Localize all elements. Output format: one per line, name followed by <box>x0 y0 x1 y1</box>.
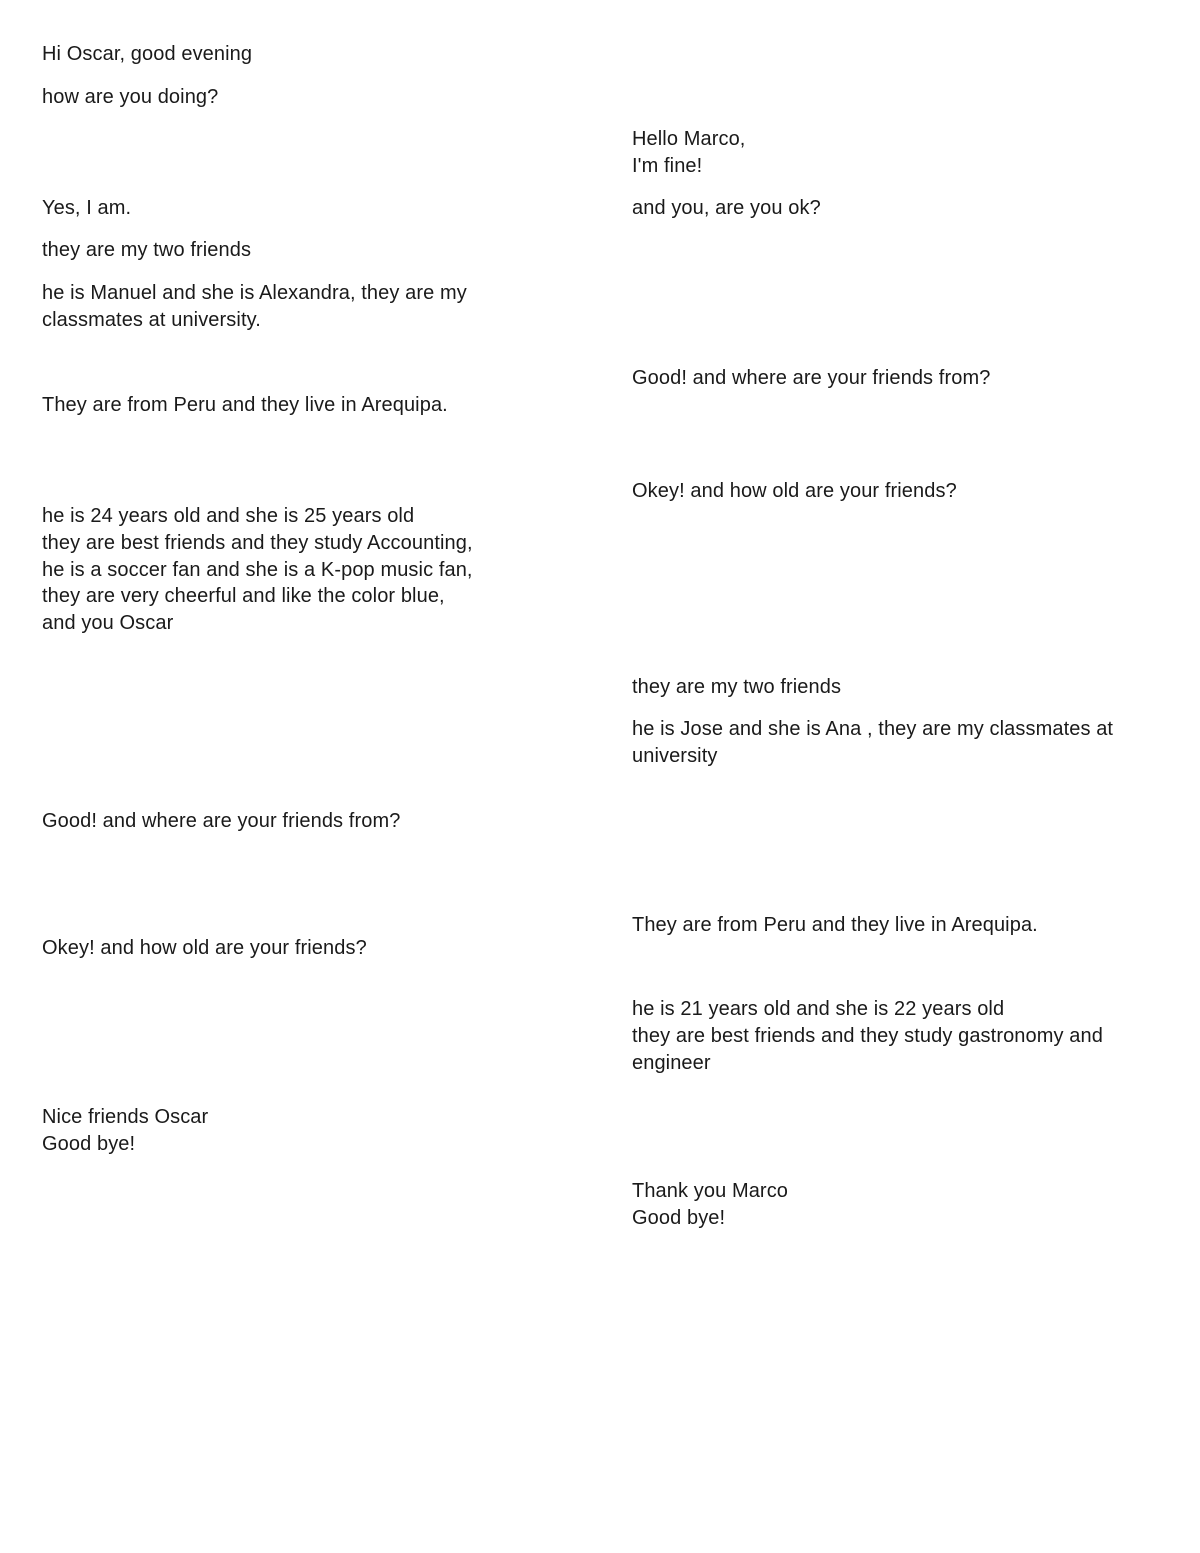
left-message-how-are-you: how are you doing? <box>42 86 219 108</box>
right-message-from-peru: They are from Peru and they live in Arequipa. <box>632 914 1038 936</box>
right-message-how-old: Okey! and how old are your friends? <box>632 480 957 502</box>
right-message-hello: Hello Marco, I'm fine! <box>632 128 746 177</box>
right-message-where-from: Good! and where are your friends from? <box>632 367 991 389</box>
right-message-goodbye: Thank you Marco Good bye! <box>632 1180 789 1229</box>
left-message-where-from: Good! and where are your friends from? <box>42 810 401 832</box>
right-message-friend-ages: he is 21 years old and she is 22 years old they are best friends and they study gastronomy and engineer <box>632 998 1103 1074</box>
left-message-friend-names: he is Manuel and she is Alexandra, they are my classmates at university. <box>42 282 467 331</box>
right-message-friend-names: he is Jose and she is Ana , they are my classmates at university <box>632 718 1114 767</box>
left-message-goodbye: Nice friends Oscar Good bye! <box>42 1106 209 1155</box>
left-message-from-peru: They are from Peru and they live in Arequipa. <box>42 394 448 416</box>
left-message-yes: Yes, I am. <box>42 197 132 219</box>
right-message-and-you: and you, are you ok? <box>632 197 821 219</box>
left-message-how-old: Okey! and how old are your friends? <box>42 937 367 959</box>
left-message-greeting: Hi Oscar, good evening <box>42 43 253 65</box>
right-message-two-friends: they are my two friends <box>632 676 842 698</box>
left-message-two-friends: they are my two friends <box>42 239 252 261</box>
left-message-friend-ages: he is 24 years old and she is 25 years old they are best friends and they study Accounting, he is a soccer fan and she is a K-pop music fan, they are very cheerful and like the color blue, and you Oscar <box>42 505 473 635</box>
